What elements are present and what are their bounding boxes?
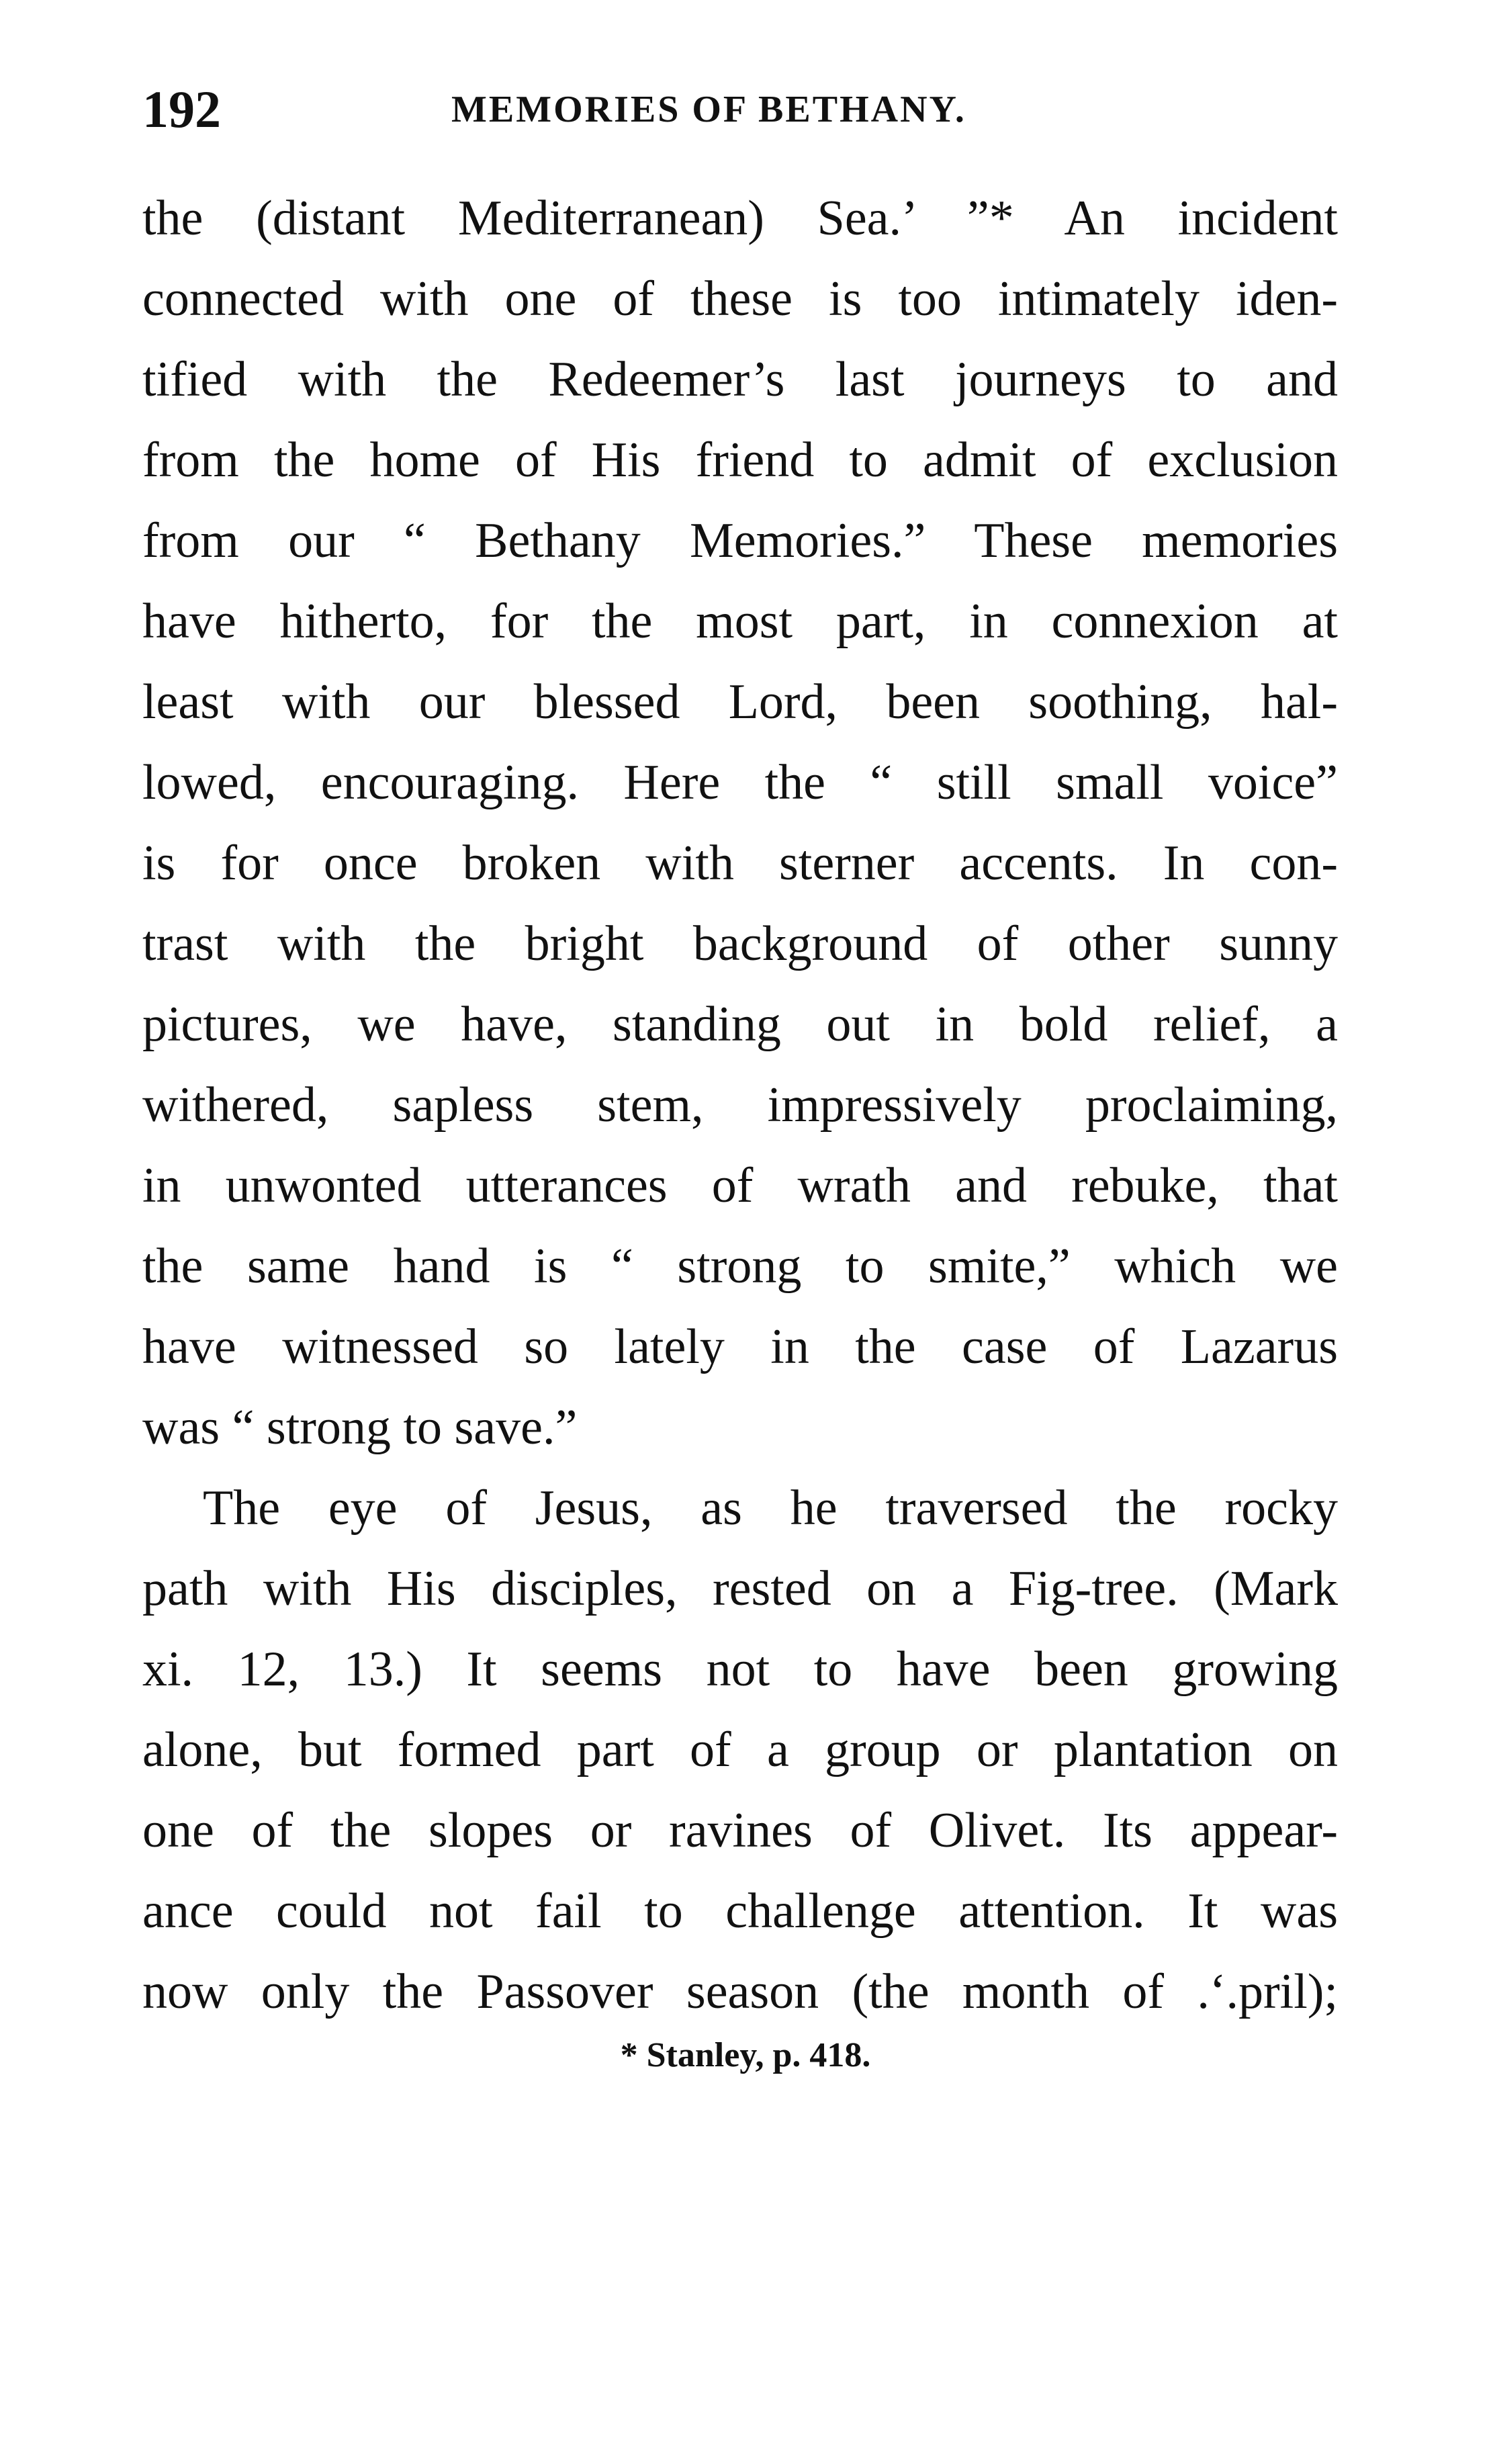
text-line: trast with the bright background of other sunny — [142, 916, 1338, 971]
body-text — [142, 178, 1338, 2032]
text-line: path with His disciples, rested on a Fig-tree. (Mark — [142, 1561, 1338, 1616]
text-line: the (distant Mediterranean) Sea.’ ”* An incident — [142, 191, 1338, 246]
footnote: * Stanley, p. 418. — [620, 2036, 871, 2074]
text-line-paragraph-end: was “ strong to save.” — [142, 1400, 578, 1455]
text-line: from our “ Bethany Memories.” These memories — [142, 513, 1338, 568]
text-line: lowed, encouraging. Here the “ still small voice” — [142, 755, 1338, 810]
text-line: least with our blessed Lord, been soothing, hal- — [142, 674, 1338, 730]
text-line: have hitherto, for the most part, in connexion at — [142, 594, 1338, 649]
text-line: connected with one of these is too intimately iden- — [142, 271, 1338, 326]
text-line: pictures, we have, standing out in bold relief, a — [142, 997, 1338, 1052]
text-line-paragraph-start: The eye of Jesus, as he traversed the rocky — [203, 1481, 1338, 1536]
text-line: in unwonted utterances of wrath and rebuke, that — [142, 1158, 1338, 1213]
text-line: withered, sapless stem, impressively proclaiming, — [142, 1077, 1338, 1133]
page-number: 192 — [142, 80, 221, 138]
text-line: one of the slopes or ravines of Olivet. Its appear- — [142, 1803, 1338, 1858]
text-line: have witnessed so lately in the case of Lazarus — [142, 1319, 1338, 1374]
text-line: is for once broken with sterner accents. In con- — [142, 836, 1338, 891]
text-line: ance could not fail to challenge attention. It was — [142, 1884, 1338, 1939]
running-title: MEMORIES OF BETHANY. — [451, 89, 966, 130]
text-line: from the home of His friend to admit of exclusion — [142, 433, 1338, 488]
text-line: now only the Passover season (the month of .‘.pril); — [142, 1964, 1338, 2019]
text-line: the same hand is “ strong to smite,” which we — [142, 1239, 1338, 1294]
text-line: xi. 12, 13.) It seems not to have been growing — [142, 1642, 1338, 1697]
text-line: tified with the Redeemer’s last journeys to and — [142, 352, 1338, 407]
text-line: alone, but formed part of a group or plantation on — [142, 1722, 1338, 1777]
running-head — [142, 73, 1338, 146]
